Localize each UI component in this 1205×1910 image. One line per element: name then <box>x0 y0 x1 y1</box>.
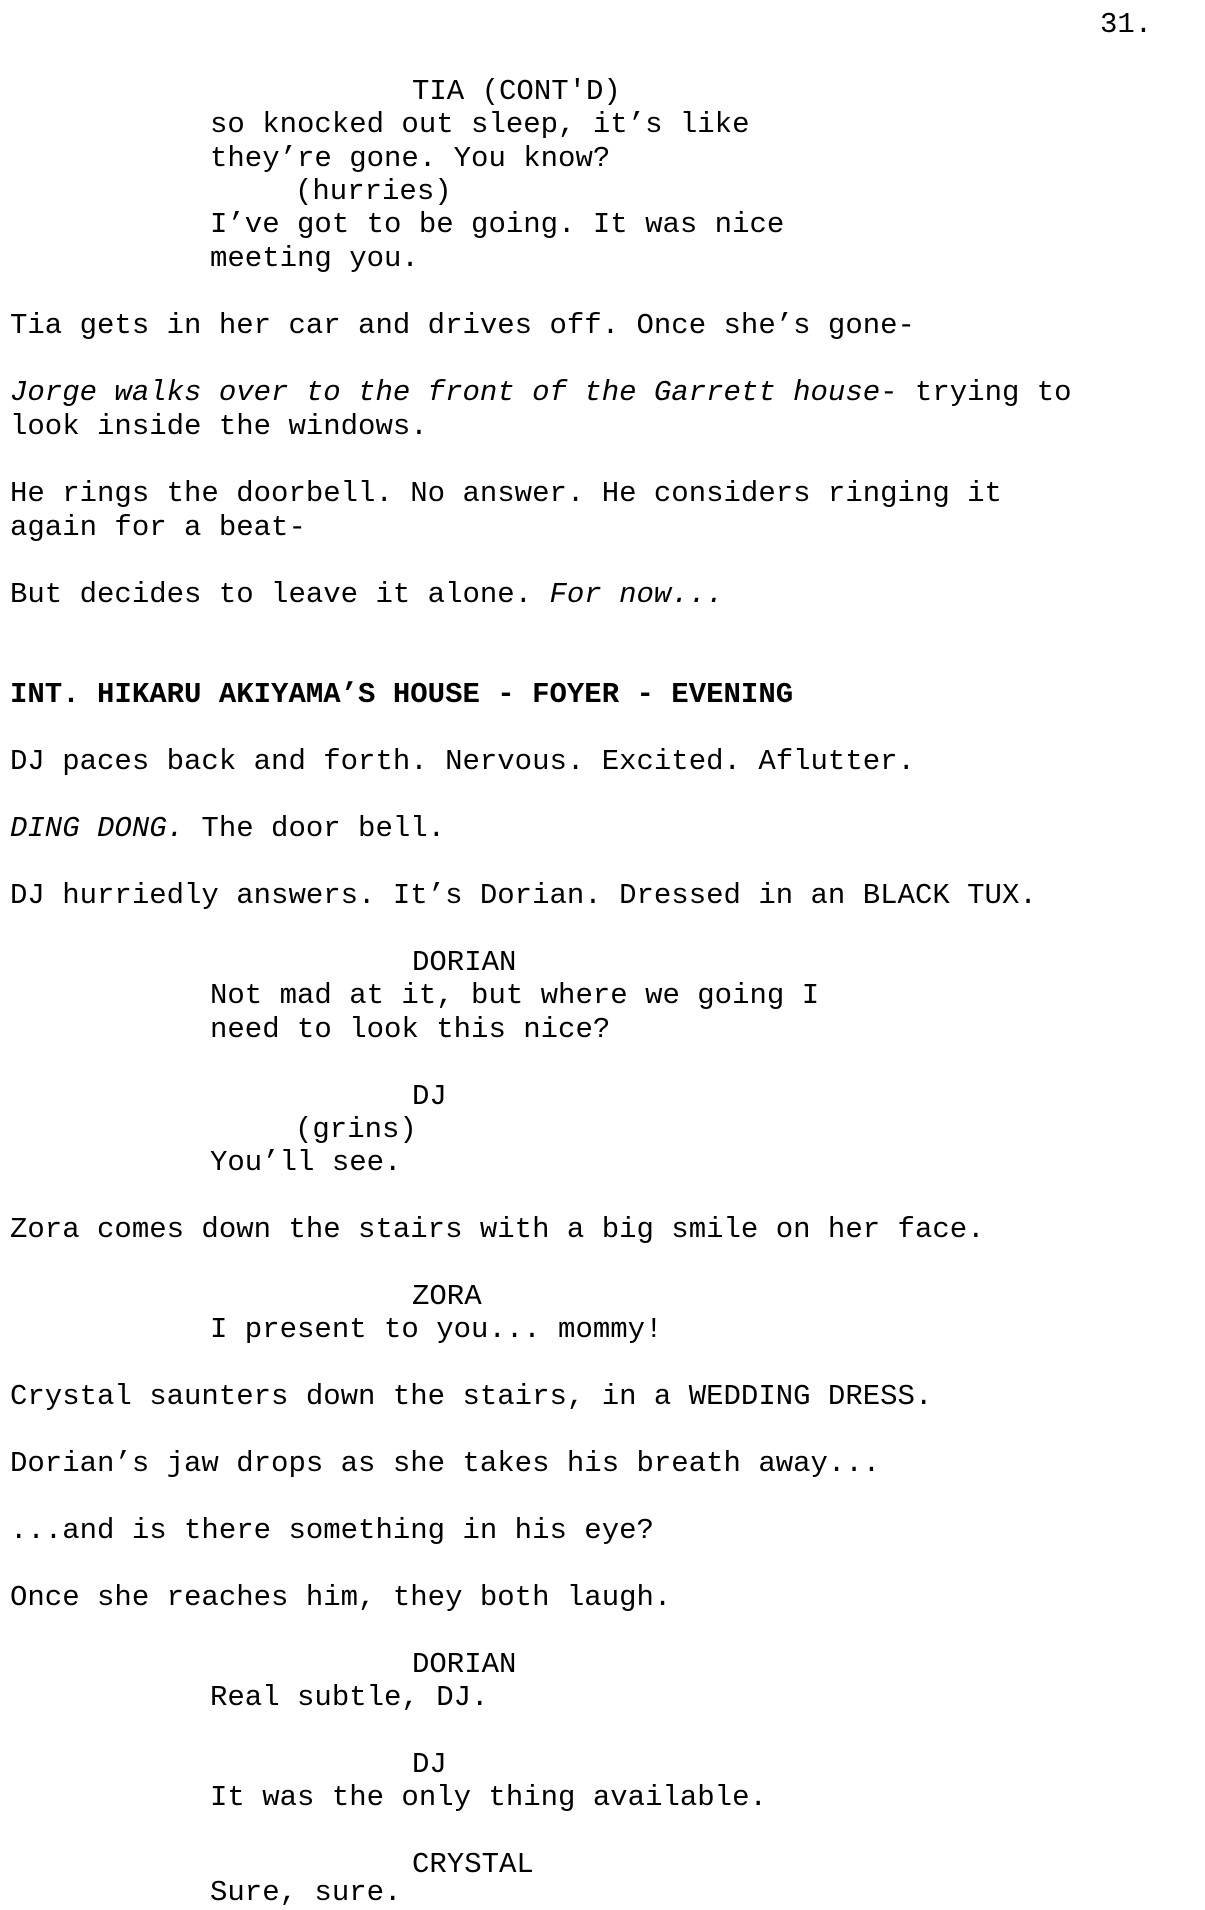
character-cue-zora: ZORA <box>412 1280 482 1313</box>
character-cue-dorian-1: DORIAN <box>412 946 517 979</box>
dialogue-dorian-1: Not mad at it, but where we going I need to look this nice? <box>210 979 820 1046</box>
action-zora-comes-down: Zora comes down the stairs with a big smile on her face. <box>10 1213 985 1246</box>
character-cue-dorian-2: DORIAN <box>412 1648 517 1681</box>
action-jorge-walks-rest: - trying to <box>880 376 1072 409</box>
action-rings-doorbell: He rings the doorbell. No answer. He considers ringing it again for a beat- <box>10 477 1002 544</box>
action-both-laugh: Once she reaches him, they both laugh. <box>10 1581 672 1614</box>
scene-heading: INT. HIKARU AKIYAMA’S HOUSE - FOYER - EVENING <box>10 678 794 711</box>
parenthetical-hurries: (hurries) <box>295 175 452 208</box>
dialogue-dorian-2: Real subtle, DJ. <box>210 1681 489 1714</box>
action-dj-answers: DJ hurriedly answers. It’s Dorian. Dressed in an BLACK TUX. <box>10 879 1037 912</box>
dialogue-tia-1: so knocked out sleep, it’s like they’re gone. You know? <box>210 108 750 175</box>
dialogue-dj-1: You’ll see. <box>210 1146 402 1179</box>
action-ding-dong-plain: The door bell. <box>184 812 446 845</box>
character-cue-dj-1: DJ <box>412 1080 447 1113</box>
dialogue-tia-2: I’ve got to be going. It was nice meeting you. <box>210 208 785 275</box>
dialogue-crystal: Sure, sure. <box>210 1876 402 1909</box>
character-cue-tia: TIA (CONT'D) <box>412 75 621 108</box>
action-crystal-saunters: Crystal saunters down the stairs, in a WEDDING DRESS. <box>10 1380 933 1413</box>
action-jorge-walks-italic: Jorge walks over to the front of the Garrett house <box>10 376 881 409</box>
action-something-in-eye: ...and is there something in his eye? <box>10 1514 654 1547</box>
parenthetical-grins: (grins) <box>295 1113 417 1146</box>
character-cue-dj-2: DJ <box>412 1748 447 1781</box>
character-cue-crystal: CRYSTAL <box>412 1848 534 1881</box>
dialogue-dj-2: It was the only thing available. <box>210 1781 767 1814</box>
action-decides-leave-italic: For now... <box>549 578 724 611</box>
action-ding-dong <box>10 812 445 846</box>
page-number: 31. <box>1100 8 1153 41</box>
action-ding-dong-italic: DING DONG. <box>10 812 185 845</box>
action-dorian-jaw-drops: Dorian’s jaw drops as she takes his breath away... <box>10 1447 881 1480</box>
dialogue-zora: I present to you... mommy! <box>210 1313 663 1346</box>
action-tia-drives-off: Tia gets in her car and drives off. Once she’s gone- <box>10 309 915 342</box>
action-jorge-walks-line2: look inside the windows. <box>10 409 428 443</box>
action-jorge-walks <box>10 376 1072 443</box>
action-decides-leave <box>10 578 724 612</box>
action-decides-leave-plain: But decides to leave it alone. <box>10 578 550 611</box>
action-dj-paces: DJ paces back and forth. Nervous. Excited. Aflutter. <box>10 745 915 778</box>
